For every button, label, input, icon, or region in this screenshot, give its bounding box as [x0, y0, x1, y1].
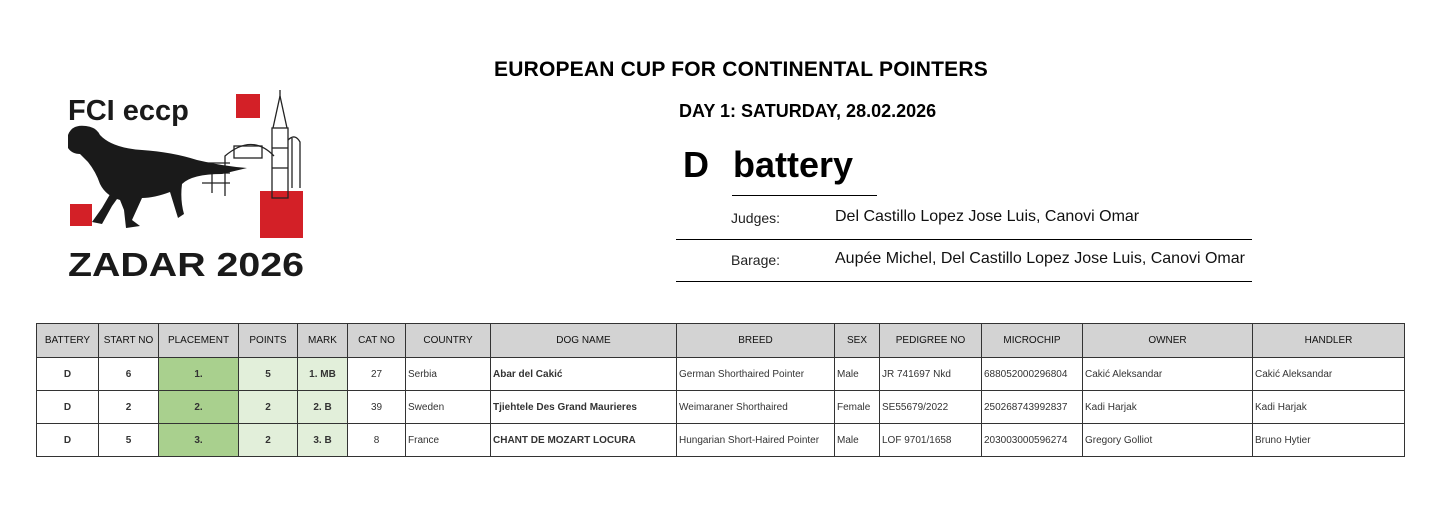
col-header-country: COUNTRY [406, 324, 491, 358]
cell-mark: 2. B [298, 391, 348, 424]
cell-cat-no: 8 [348, 424, 406, 457]
cell-owner: Cakić Aleksandar [1083, 358, 1253, 391]
logo-text-zadar-2026: ZADAR 2026 [68, 246, 304, 283]
cell-country: Serbia [406, 358, 491, 391]
col-header-points: POINTS [239, 324, 298, 358]
judges-divider [676, 239, 1252, 240]
col-header-mark: MARK [298, 324, 348, 358]
event-day: DAY 1: SATURDAY, 28.02.2026 [679, 101, 937, 121]
cell-breed: Hungarian Short-Haired Pointer [677, 424, 835, 457]
cell-points: 5 [239, 358, 298, 391]
barage-divider [676, 281, 1252, 282]
cell-battery: D [37, 391, 99, 424]
cell-start-no: 2 [99, 391, 159, 424]
cell-sex: Male [835, 424, 880, 457]
col-header-pedigree-no: PEDIGREE NO [880, 324, 982, 358]
battery-letter: D [683, 144, 709, 185]
cell-points: 2 [239, 424, 298, 457]
table-row [37, 358, 1405, 391]
cell-microchip: 688052000296804 [982, 358, 1083, 391]
cell-sex: Male [835, 358, 880, 391]
cell-country: Sweden [406, 391, 491, 424]
cell-mark: 1. MB [298, 358, 348, 391]
col-header-owner: OWNER [1083, 324, 1253, 358]
cell-handler: Bruno Hytier [1253, 424, 1405, 457]
cell-start-no: 5 [99, 424, 159, 457]
cell-owner: Kadi Harjak [1083, 391, 1253, 424]
cell-points: 2 [239, 391, 298, 424]
judges-value: Del Castillo Lopez Jose Luis, Canovi Omar [835, 208, 1140, 225]
col-header-microchip: MICROCHIP [982, 324, 1083, 358]
col-header-cat-no: CAT NO [348, 324, 406, 358]
cell-dog-name: Tjiehtele Des Grand Maurieres [491, 391, 677, 424]
cell-start-no: 6 [99, 358, 159, 391]
logo-graphic [62, 88, 312, 284]
cell-sex: Female [835, 391, 880, 424]
cell-battery: D [37, 358, 99, 391]
cell-microchip: 203003000596274 [982, 424, 1083, 457]
table-header-row [37, 324, 1405, 358]
col-header-breed: BREED [677, 324, 835, 358]
fci-eccp-zadar-logo [62, 88, 312, 284]
col-header-handler: HANDLER [1253, 324, 1405, 358]
cell-cat-no: 27 [348, 358, 406, 391]
battery-underline [732, 195, 877, 196]
cell-owner: Gregory Golliot [1083, 424, 1253, 457]
judges-label: Judges: [731, 210, 781, 226]
barage-value: Aupée Michel, Del Castillo Lopez Jose Luis, Canovi Omar [835, 250, 1245, 267]
cell-placement: 3. [159, 424, 239, 457]
logo-text-fci-eccp: FCI eccp [68, 95, 189, 127]
cell-placement: 1. [159, 358, 239, 391]
page-title: EUROPEAN CUP FOR CONTINENTAL POINTERS [494, 58, 988, 81]
barage-label: Barage: [731, 252, 781, 268]
battery-word: battery [733, 144, 854, 185]
cell-pedigree-no: SE55679/2022 [880, 391, 982, 424]
col-header-start-no: START NO [99, 324, 159, 358]
cell-breed: German Shorthaired Pointer [677, 358, 835, 391]
cell-dog-name: Abar del Cakić [491, 358, 677, 391]
col-header-sex: SEX [835, 324, 880, 358]
results-table [36, 323, 1405, 457]
cell-breed: Weimaraner Shorthaired [677, 391, 835, 424]
table-row [37, 391, 1405, 424]
cell-mark: 3. B [298, 424, 348, 457]
cell-dog-name: CHANT DE MOZART LOCURA [491, 424, 677, 457]
cell-pedigree-no: LOF 9701/1658 [880, 424, 982, 457]
col-header-placement: PLACEMENT [159, 324, 239, 358]
cell-microchip: 250268743992837 [982, 391, 1083, 424]
col-header-dog-name: DOG NAME [491, 324, 677, 358]
cell-handler: Cakić Aleksandar [1253, 358, 1405, 391]
cell-placement: 2. [159, 391, 239, 424]
cell-country: France [406, 424, 491, 457]
cell-cat-no: 39 [348, 391, 406, 424]
col-header-battery: BATTERY [37, 324, 99, 358]
cell-battery: D [37, 424, 99, 457]
table-row [37, 424, 1405, 457]
battery-heading [683, 144, 853, 186]
cell-pedigree-no: JR 741697 Nkd [880, 358, 982, 391]
cell-handler: Kadi Harjak [1253, 391, 1405, 424]
